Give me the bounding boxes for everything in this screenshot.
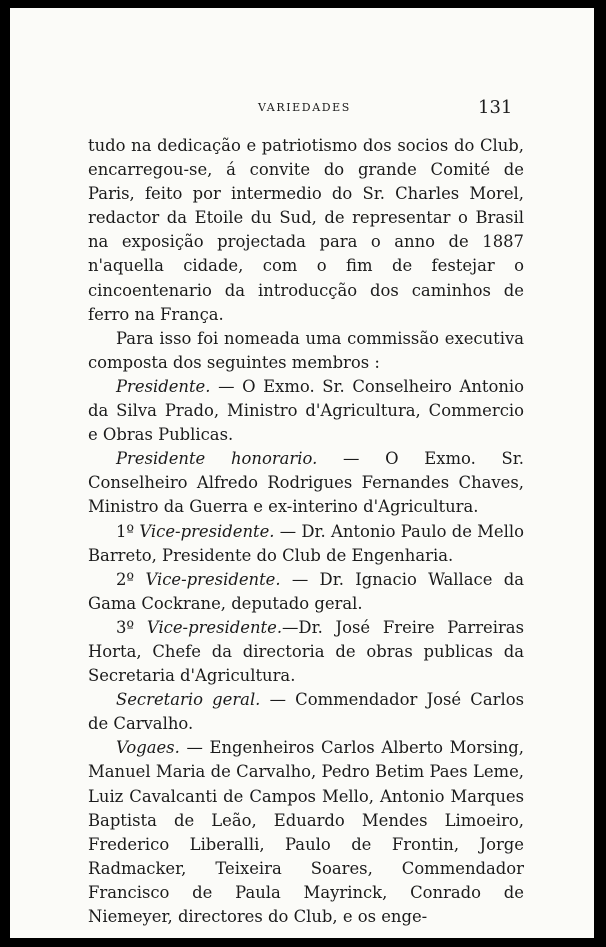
ordinal: 3º [116, 617, 147, 637]
member-text: — O Exmo. Sr. Conselheiro Alfredo Rodrigues Fernandes Chaves, Ministro da Guerra e ex-interino d'Agricultura. [88, 449, 524, 517]
member-members [88, 736, 524, 929]
role-label: Vice-presidente. [139, 521, 275, 541]
role-label: Vice-presidente. [146, 617, 283, 637]
member-third-vice-president [88, 616, 524, 688]
member-text: —Dr. José Freire Parreiras Horta, Chefe da directoria de obras publicas da Secretaria d'Agricultura. [88, 617, 524, 686]
member-first-vice-president [88, 520, 524, 568]
member-honorary-president [88, 447, 524, 519]
role-label: Presidente. [116, 376, 211, 396]
member-text: — Dr. Antonio Paulo de Mello Barreto, Presidente do Club de Engenharia. [88, 521, 524, 565]
section-title: VARIEDADES [258, 101, 351, 114]
ordinal: 2º [116, 569, 146, 589]
paragraph-commission: Para isso foi nomeada uma commissão executiva composta dos seguintes membros : [88, 328, 524, 372]
role-label: Vice-presidente. [145, 569, 281, 589]
member-text: — Dr. Ignacio Wallace da Gama Cockrane, deputado geral. [88, 569, 524, 613]
paragraph-intro: tudo na dedicação e patriotismo dos socios do Club, encarregou-se, á convite do grande Comité de Paris, feito por intermedio do Sr. Charles Morel, redactor da Etoile du Sud, de representar o Brasil na exposição projectada para o anno de 1887 n'aquella cidade, com o fim de festejar o cincoentenario da introducção dos caminhos de ferro na França. [88, 136, 524, 324]
book-page [10, 8, 594, 938]
running-head [10, 97, 594, 121]
role-label: Secretario geral. [116, 690, 261, 710]
role-label: Presidente honorario. [116, 449, 318, 469]
member-text: — Commendador José Carlos de Carvalho. [88, 690, 524, 734]
page-number: 131 [478, 97, 513, 118]
member-president [88, 375, 524, 447]
ordinal: 1º [116, 521, 140, 541]
page-body [88, 134, 524, 929]
role-label: Vogaes. [116, 738, 180, 758]
member-second-vice-president [88, 568, 524, 616]
member-general-secretary [88, 688, 524, 736]
member-text: — Engenheiros Carlos Alberto Morsing, Manuel Maria de Carvalho, Pedro Betim Paes Leme, Luiz Cavalcanti de Campos Mello, Antonio Marques Baptista de Leão, Eduardo Mendes Limoeiro, Frederico Liberalli, Paulo de Frontin, Jorge Radmacker, Teixeira Soares, Commendador Francisco de Paula Mayrinck, Conrado de Niemeyer, directores do Club, e os enge- [88, 738, 524, 926]
member-text: — O Exmo. Sr. Conselheiro Antonio da Silva Prado, Ministro d'Agricultura, Commercio e Obras Publicas. [88, 376, 524, 445]
